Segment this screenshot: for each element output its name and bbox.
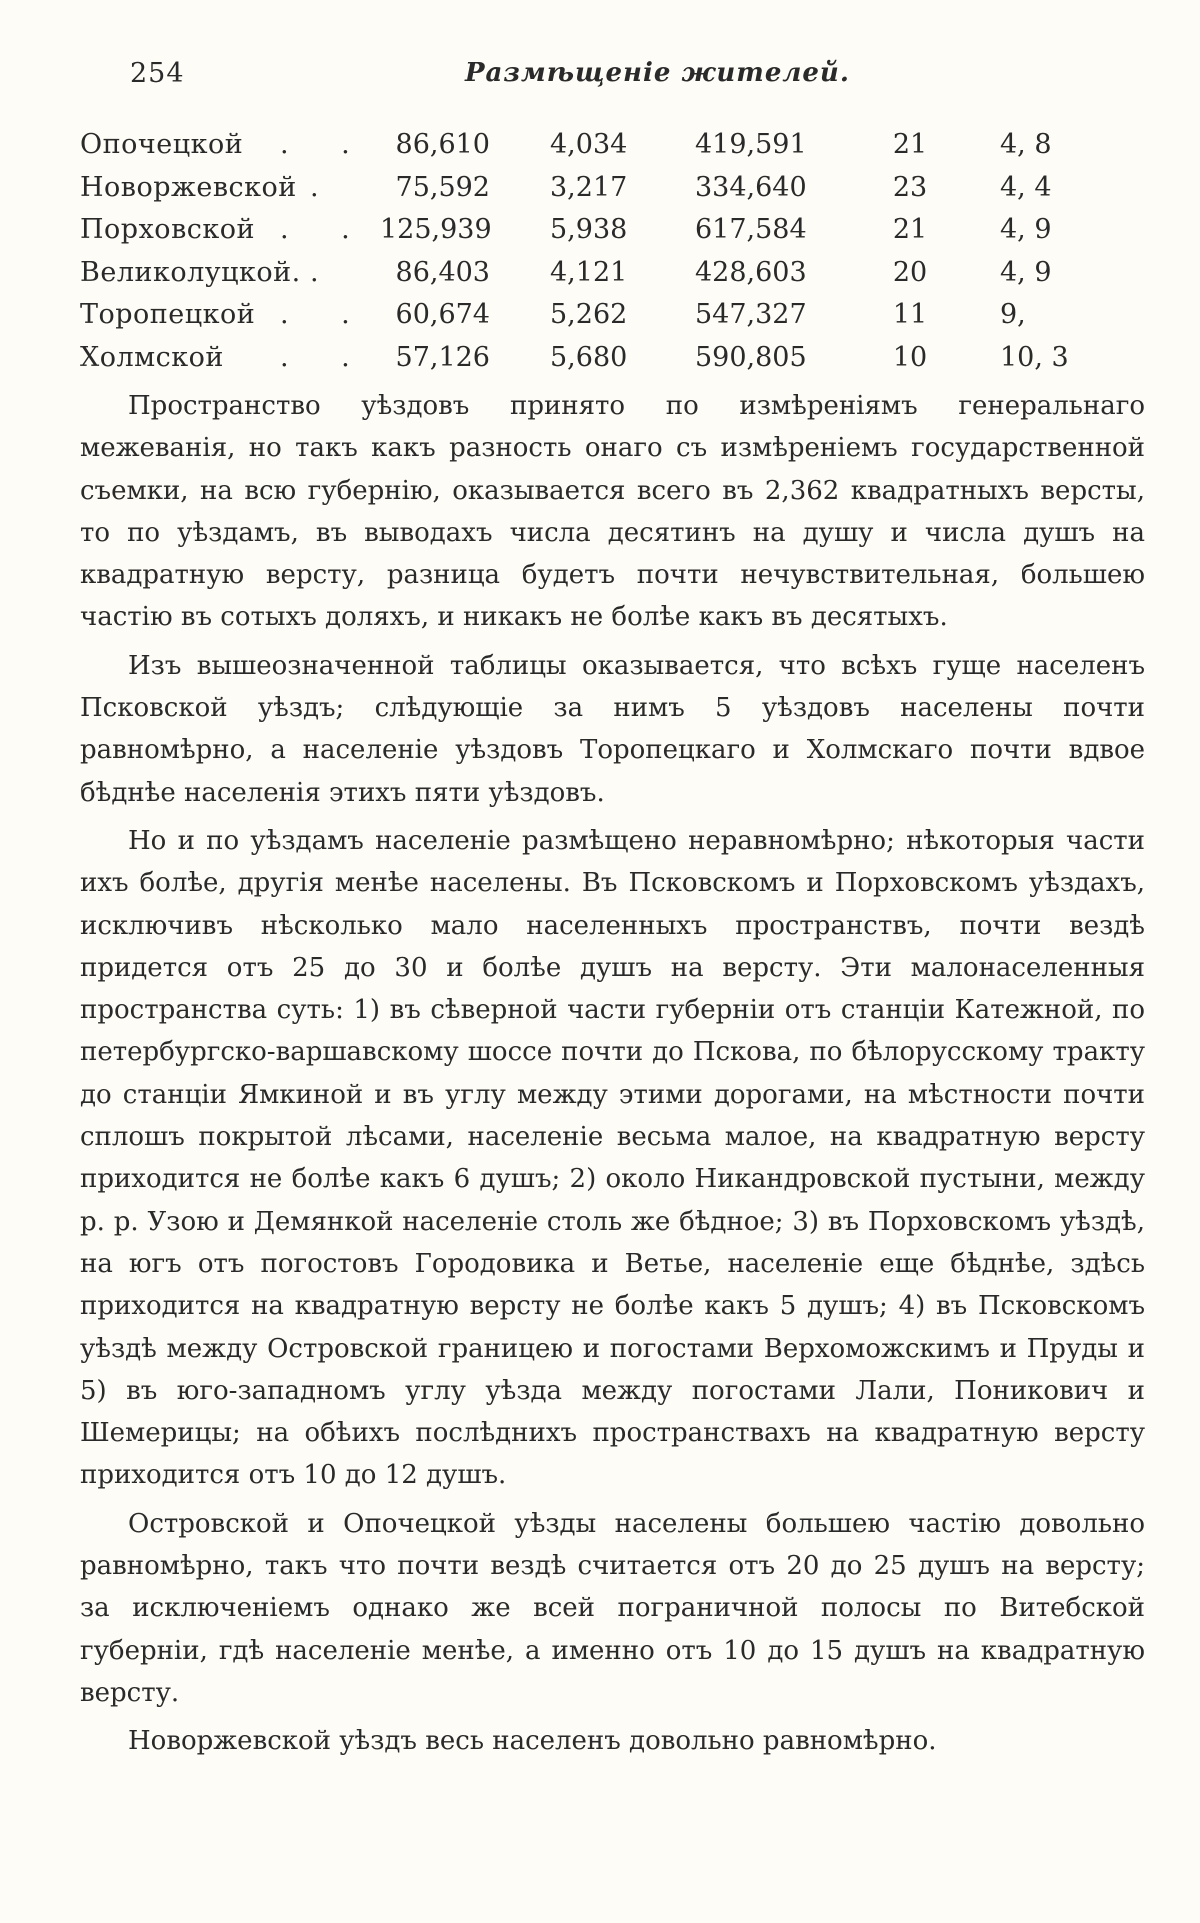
population-value: 75,592 bbox=[395, 171, 490, 203]
district-name: Великолуцкой. bbox=[80, 256, 301, 288]
desyatin-value: 617,584 bbox=[695, 214, 807, 245]
desyatin-value: 547,327 bbox=[695, 299, 807, 330]
desyatin-value: 428,603 bbox=[695, 256, 807, 288]
table-row bbox=[80, 337, 1080, 380]
leader-dots: . . bbox=[280, 129, 372, 160]
table-row bbox=[80, 167, 1080, 210]
souls-per-verst-value: 23 bbox=[892, 171, 928, 203]
population-value: 57,126 bbox=[395, 341, 490, 373]
area-value: 5,680 bbox=[550, 341, 628, 373]
leader-dots: . . bbox=[280, 214, 372, 245]
desyatin-value: 590,805 bbox=[695, 341, 807, 373]
desyatin-per-soul-value: 10, 3 bbox=[1000, 341, 1069, 373]
population-value: 86,403 bbox=[395, 256, 490, 288]
desyatin-per-soul-value: 4, 4 bbox=[1000, 171, 1052, 203]
paragraph: Новоржевской уѣздъ весь населенъ довольно равномѣрно. bbox=[128, 1726, 937, 1757]
leader-dots: . . bbox=[280, 299, 372, 330]
area-value: 3,217 bbox=[550, 171, 628, 203]
desyatin-per-soul-value: 4, 9 bbox=[1000, 214, 1052, 245]
population-table bbox=[80, 124, 1080, 379]
population-value: 86,610 bbox=[395, 129, 490, 160]
desyatin-value: 419,591 bbox=[695, 129, 807, 160]
body-text bbox=[80, 385, 1145, 1769]
running-title: Размѣщеніе жителей. bbox=[465, 58, 850, 88]
population-value: 125,939 bbox=[380, 214, 492, 245]
leader-dots: . bbox=[310, 256, 341, 288]
page-number: 254 bbox=[130, 58, 185, 89]
district-name: Торопецкой bbox=[80, 299, 256, 330]
paragraph: Пространство уѣздовъ принято по измѣреніямъ генеральнаго межеванія, но такъ какъ разность онаго съ измѣреніемъ государственной съемки, на всю губернію, оказывается всего въ 2,362 квадратныхъ версты, то по уѣздамъ, въ выводахъ числа десятинъ на душу и числа душъ на квадратную версту, разница будетъ почти нечувствительная, большею частію въ сотыхъ доляхъ, и никакъ не болѣе какъ въ десятыхъ. bbox=[80, 391, 1145, 633]
area-value: 5,938 bbox=[550, 214, 628, 245]
district-name: Холмской bbox=[80, 341, 224, 373]
table-row bbox=[80, 252, 1080, 295]
population-value: 60,674 bbox=[395, 299, 490, 330]
souls-per-verst-value: 20 bbox=[892, 256, 928, 288]
table-row bbox=[80, 209, 1080, 252]
district-name: Порховской bbox=[80, 214, 256, 245]
paragraph: Но и по уѣздамъ населеніе размѣщено неравномѣрно; нѣкоторыя части ихъ болѣе, другія менѣе населены. Въ Псковскомъ и Порховскомъ уѣздахъ, исключивъ нѣсколько мало населенныхъ пространствъ, почти вездѣ придется отъ 25 до 30 и болѣе душъ на версту. Эти малонаселенныя пространства суть: 1) въ сѣверной части губерніи отъ станціи Катежной, по петербургско-варшавскому шоссе почти до Пскова, по бѣлорусскому тракту до станціи Ямкиной и въ углу между этими дорогами, на мѣстности почти сплошъ покрытой лѣсами, населеніе весьма малое, на квадратную версту приходится не болѣе какъ 6 душъ; 2) около Никандровской пустыни, между р. р. Узою и Демянкой населеніе столь же бѣдное; 3) въ Порховскомъ уѣздѣ, на югъ отъ погостовъ Городовика и Ветье, населеніе еще бѣднѣе, здѣсь приходится на квадратную версту не болѣе какъ 5 душъ; 4) въ Псковскомъ уѣздѣ между Островской границею и погостами Верхоможскимъ и Пруды и 5) въ юго-западномъ углу уѣзда между погостами Лали, Поникович и Шемерицы; на обѣихъ послѣднихъ пространствахъ на квадратную версту приходится отъ 10 до 12 душъ. bbox=[80, 825, 1145, 1491]
district-name: Новоржевской bbox=[80, 171, 297, 203]
desyatin-per-soul-value: 9, bbox=[1000, 299, 1026, 330]
souls-per-verst-value: 10 bbox=[892, 341, 928, 373]
table-row bbox=[80, 124, 1080, 167]
area-value: 5,262 bbox=[550, 299, 628, 330]
table-row bbox=[80, 294, 1080, 337]
souls-per-verst-value: 11 bbox=[892, 299, 928, 330]
desyatin-per-soul-value: 4, 8 bbox=[1000, 129, 1052, 160]
desyatin-per-soul-value: 4, 9 bbox=[1000, 256, 1052, 288]
paragraph: Изъ вышеозначенной таблицы оказывается, что всѣхъ гуще населенъ Псковской уѣздъ; слѣдующіе за нимъ 5 уѣздовъ населены почти равномѣрно, а населеніе уѣздовъ Торопецкаго и Холмскаго почти вдвое бѣднѣе населенія этихъ пяти уѣздовъ. bbox=[80, 650, 1145, 808]
souls-per-verst-value: 21 bbox=[892, 214, 928, 245]
area-value: 4,121 bbox=[550, 256, 628, 288]
paragraph: Островской и Опочецкой уѣзды населены большею частію довольно равномѣрно, такъ что почти вездѣ считается отъ 20 до 25 душъ на версту; за исключеніемъ однако же всей пограничной полосы по Витебской губерніи, гдѣ населеніе менѣе, а именно отъ 10 до 15 душъ на квадратную версту. bbox=[80, 1508, 1145, 1708]
district-name: Опочецкой bbox=[80, 129, 244, 160]
desyatin-value: 334,640 bbox=[695, 171, 807, 203]
souls-per-verst-value: 21 bbox=[892, 129, 928, 160]
leader-dots: . bbox=[310, 171, 341, 203]
leader-dots: . . bbox=[280, 341, 372, 373]
page-header bbox=[130, 58, 1070, 98]
area-value: 4,034 bbox=[550, 129, 628, 160]
